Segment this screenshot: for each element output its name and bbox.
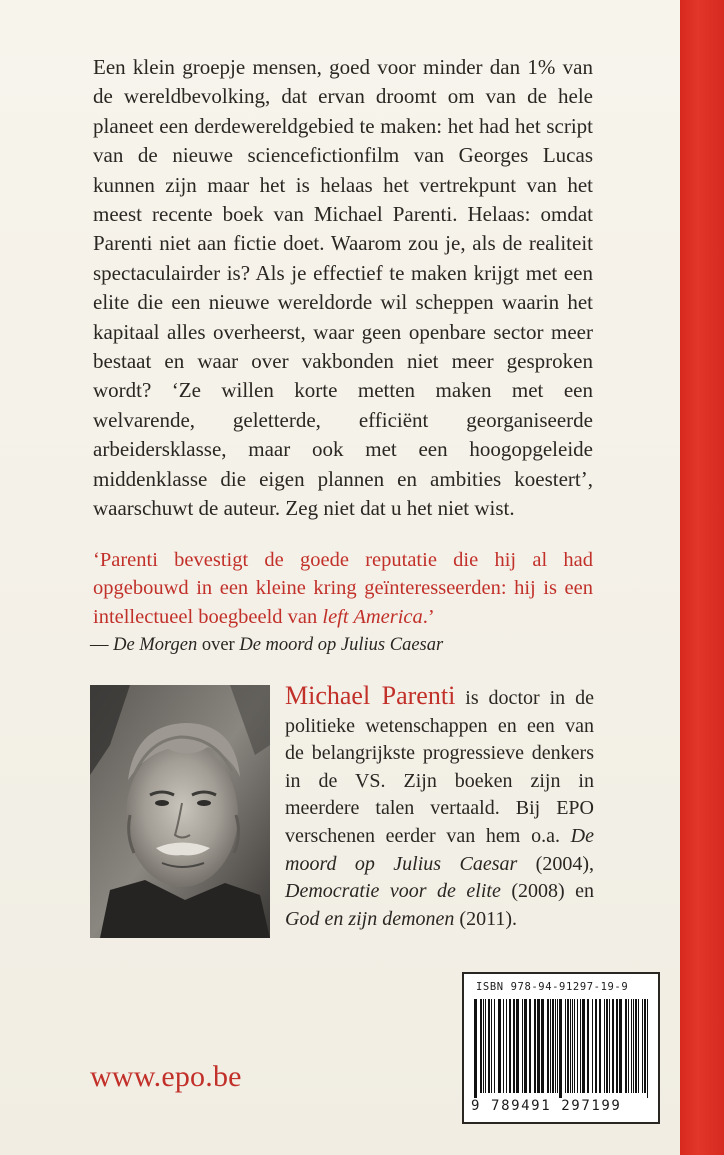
barcode-bar (480, 999, 482, 1093)
barcode-bar (550, 999, 551, 1093)
isbn-barcode (462, 972, 660, 1124)
barcode-bar (642, 999, 643, 1093)
barcode-bar (592, 999, 593, 1093)
bio-year-3: (2011). (459, 907, 517, 930)
barcode-bar (644, 999, 646, 1093)
barcode-bar (638, 999, 639, 1093)
isbn-label: ISBN 978-94-91297-19-9 (476, 981, 629, 993)
barcode-bar (494, 999, 495, 1093)
barcode-bar (612, 999, 614, 1093)
barcode-bar (488, 999, 490, 1093)
barcode-bar (474, 999, 477, 1099)
source-dash: — (90, 635, 109, 655)
source-book: De moord op Julius Caesar (239, 635, 444, 655)
barcode-bar (609, 999, 610, 1093)
barcode-bar (537, 999, 540, 1093)
quote-emphasis: left America (322, 605, 423, 628)
barcode-bar (491, 999, 492, 1093)
barcode-bar (547, 999, 549, 1093)
barcode-bar (557, 999, 558, 1093)
barcode-bar (625, 999, 627, 1093)
bio-book-2: Democratie voor de elite (285, 880, 501, 903)
author-bio (285, 682, 594, 933)
barcode-bars (472, 999, 654, 1099)
quote-close: .’ (422, 605, 435, 628)
barcode-bar (552, 999, 554, 1093)
bio-book-1: De moord op Julius Caesar (285, 824, 594, 875)
bio-year-2: (2008) en (511, 880, 594, 903)
press-quote (93, 546, 593, 631)
barcode-bar (577, 999, 578, 1093)
barcode-bar (570, 999, 571, 1093)
barcode-bar (483, 999, 484, 1093)
red-spine-edge (680, 0, 724, 1155)
barcode-bar (541, 999, 544, 1093)
barcode-bar (503, 999, 504, 1093)
barcode-bar (574, 999, 575, 1093)
barcode-bar (567, 999, 569, 1093)
barcode-bar (513, 999, 515, 1093)
author-name: Michael Parenti (285, 681, 456, 710)
barcode-bar (606, 999, 608, 1093)
barcode-bar (599, 999, 601, 1093)
barcode-bar (498, 999, 501, 1093)
barcode-bar (616, 999, 618, 1093)
barcode-bar (506, 999, 507, 1093)
barcode-bar (516, 999, 519, 1093)
source-publication: De Morgen (113, 635, 198, 655)
barcode-bar (509, 999, 511, 1093)
barcode-bar (559, 999, 562, 1099)
barcode-bar (580, 999, 581, 1093)
publisher-website[interactable]: www.epo.be (90, 1060, 242, 1093)
ean-digits: 9 789491 297199 (471, 1098, 653, 1114)
barcode-bar (522, 999, 523, 1093)
barcode-bar (587, 999, 589, 1093)
barcode-bar (485, 999, 486, 1093)
blurb-text: Een klein groepje mensen, goed voor minder dan 1% van de wereldbevolking, dat ervan droomt om van de hele planeet een derdewereldgebied te maken: het had het script van de nieuwe sciencefictionfilm van Georges Lucas kunnen zijn maar het is helaas het vertrekpunt van het meest recente boek van Michael Parenti. Helaas: omdat Parenti niet aan fictie doet. Waarom zou je, als de realiteit spectaculairder is? Als je effectief te maken krijgt met een elite die een nieuwe wereldorde wil scheppen waarin het kapitaal alles overheerst, waar geen openbare sector meer bestaat en waar over vakbonden niet meer gesproken wordt? ‘Ze willen korte metten maken met een welvarende, geletterde, efficiënt georganiseerde arbeidersklasse, maar ook met een hoogopgeleide middenklasse die eigen plannen en ambities koestert’, waarschuwt de auteur. Zeg niet dat u het niet wist. (93, 55, 593, 521)
portrait-photo (90, 685, 270, 938)
barcode-bar (595, 999, 597, 1093)
bio-year-1: (2004), (535, 852, 594, 875)
barcode-bar (555, 999, 556, 1093)
quote-source (90, 632, 590, 658)
barcode-bar (604, 999, 605, 1093)
barcode-bar (633, 999, 634, 1093)
author-photo (90, 685, 270, 938)
barcode-bar (628, 999, 629, 1093)
bio-text: is doctor in de politieke wetenschappen en een van de belangrijkste progressieve denkers in de VS. Zijn boeken zijn in meerdere talen vertaald. Bij EPO verschenen eerder van hem o.a. (285, 687, 595, 847)
barcode-bar (582, 999, 585, 1093)
source-connector: over (201, 635, 235, 655)
barcode-bar (565, 999, 566, 1093)
barcode-bar (619, 999, 622, 1093)
barcode-bar (647, 999, 648, 1099)
quote-text: ‘Parenti bevestigt de goede reputatie die hij al had opgebouwd in een kleine kring geïnteresseerden: hij is een intellectueel boegbeeld van (93, 549, 593, 628)
barcode-bar (524, 999, 527, 1093)
bio-book-3: God en zijn demonen (285, 907, 455, 930)
barcode-bar (572, 999, 573, 1093)
barcode-bar (534, 999, 536, 1093)
barcode-bar (635, 999, 637, 1093)
barcode-bar (631, 999, 632, 1093)
barcode-bar (529, 999, 531, 1093)
